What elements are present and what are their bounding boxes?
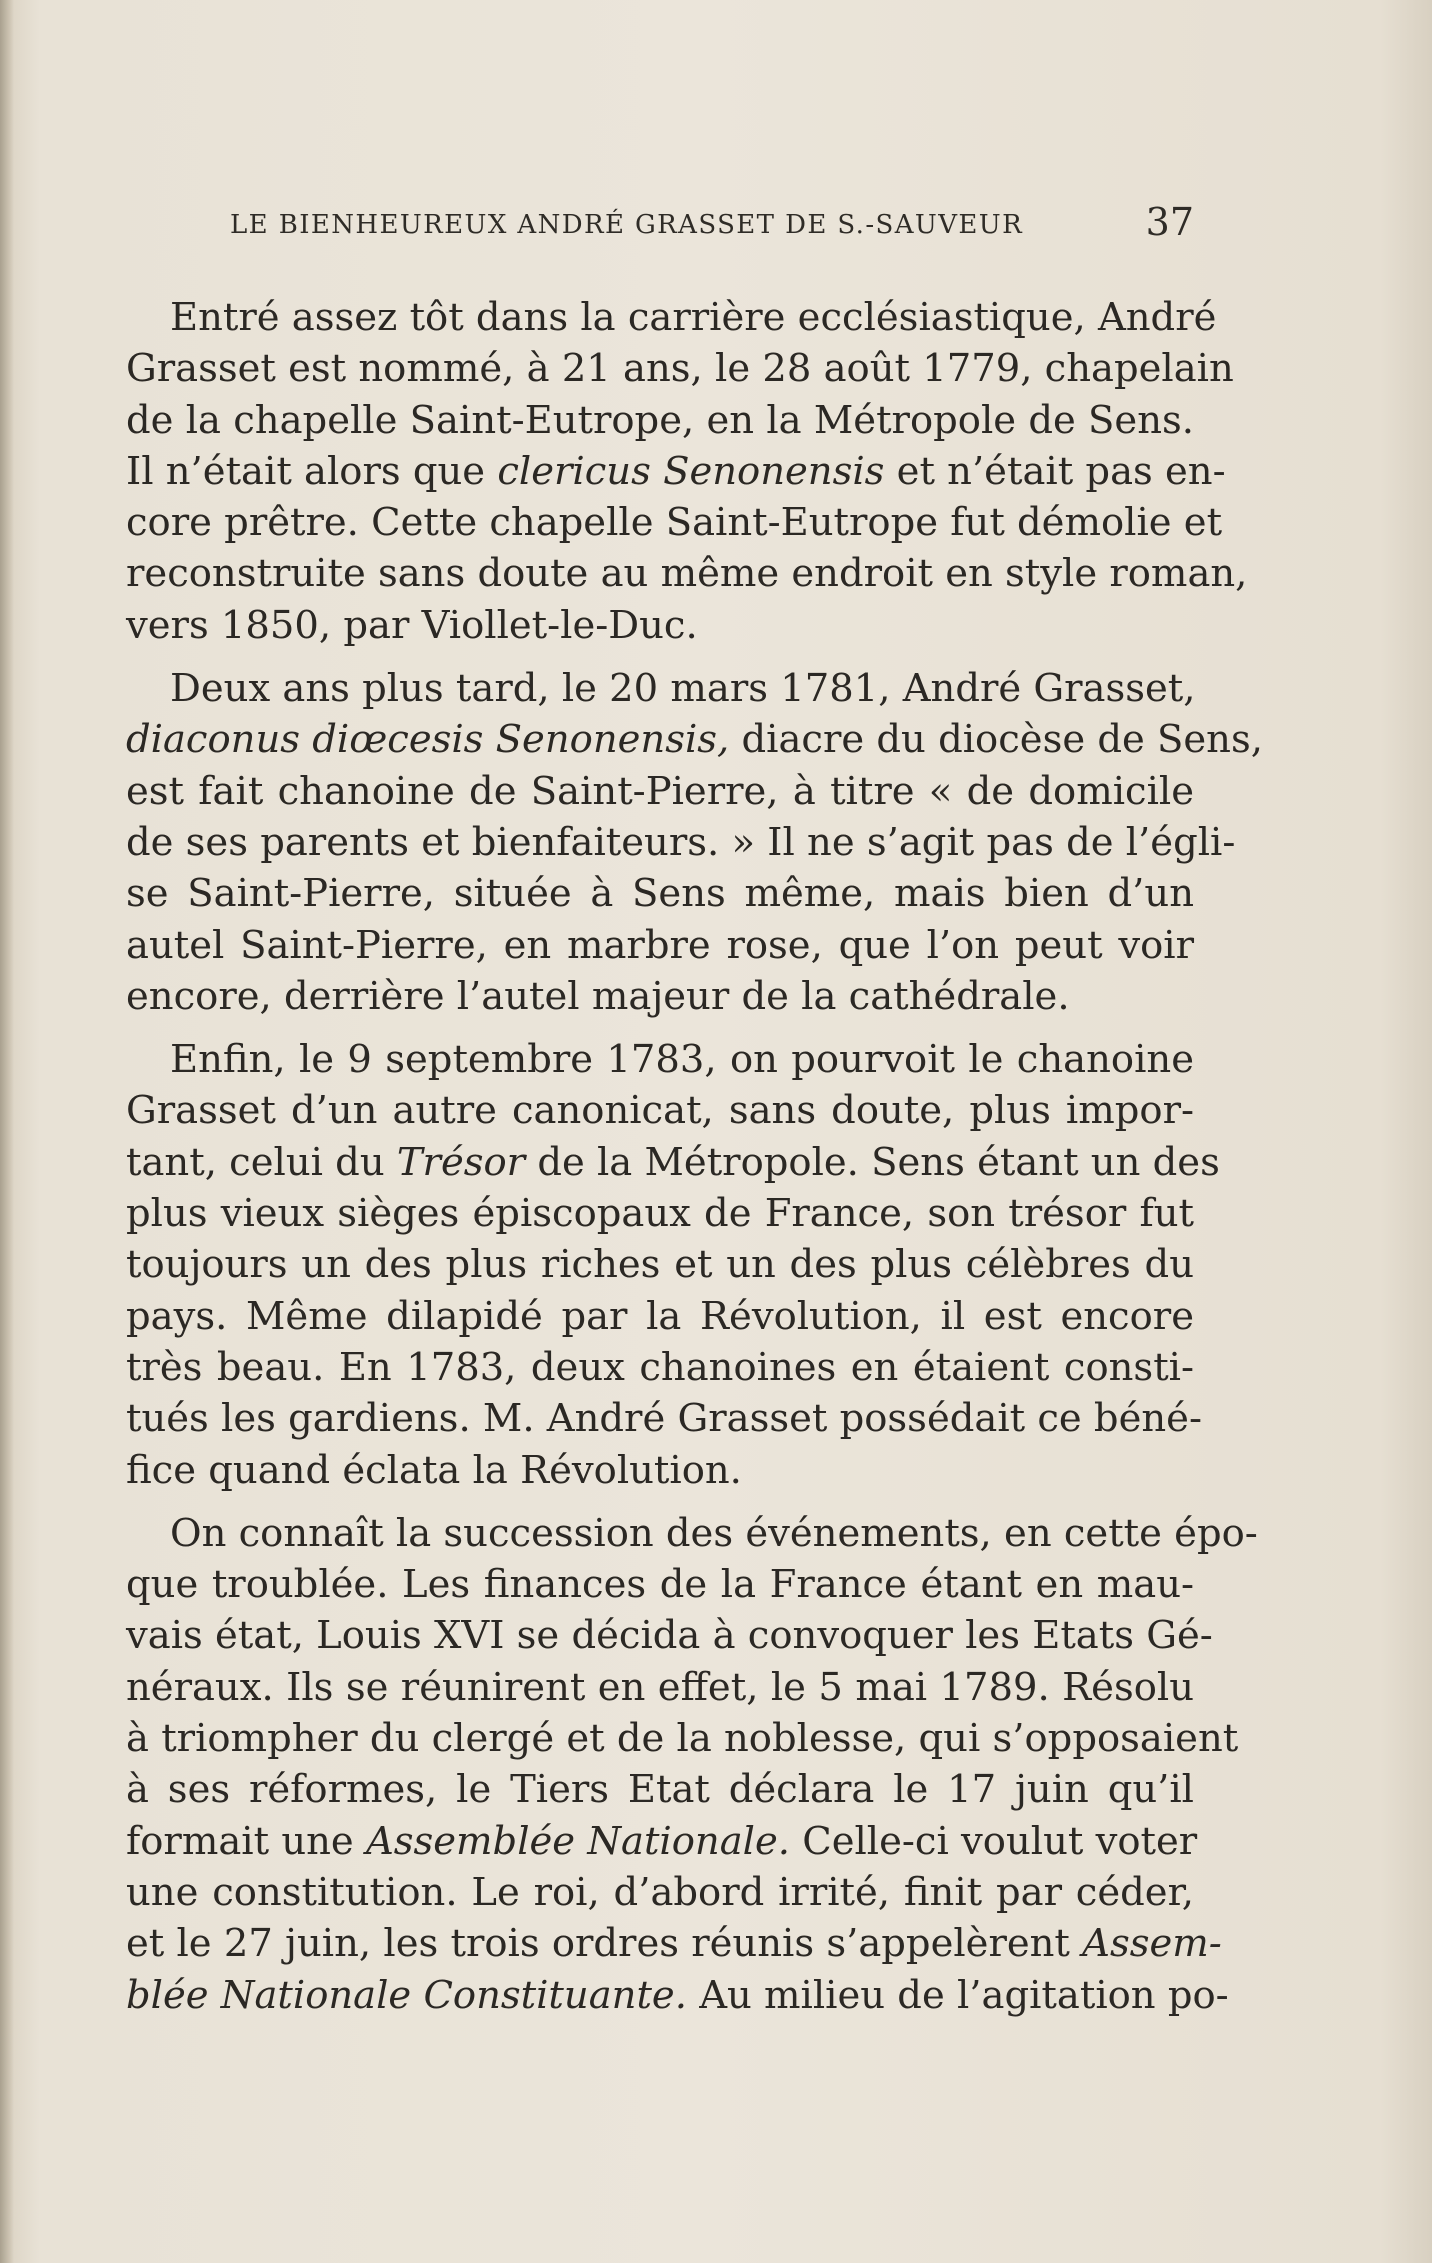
text-line bbox=[126, 395, 1194, 446]
text-line bbox=[126, 1188, 1194, 1239]
text-run: néraux. Ils se réunirent en effet, le 5 mai 1789. Résolu bbox=[126, 1664, 1194, 1710]
text-line bbox=[126, 1291, 1194, 1342]
text-line bbox=[126, 920, 1194, 971]
text-run: Deux ans plus tard, le 20 mars 1781, André Grasset, bbox=[170, 666, 1196, 712]
text-line bbox=[126, 1085, 1194, 1136]
text-run: à triompher du clergé et de la noblesse, qui s’opposaient bbox=[126, 1716, 1239, 1762]
italic-text: diaconus diœcesis Senonensis, bbox=[126, 717, 730, 763]
text-run: fice quand éclata la Révolution. bbox=[126, 1447, 742, 1493]
text-run: tués les gardiens. M. André Grasset possédait ce béné- bbox=[126, 1396, 1202, 1442]
text-line bbox=[126, 663, 1194, 714]
text-run: vais état, Louis XVI se décida à convoquer les Etats Gé- bbox=[126, 1613, 1213, 1659]
text-run: plus vieux sièges épiscopaux de France, son trésor fut bbox=[126, 1191, 1194, 1237]
page-number: 37 bbox=[1145, 200, 1194, 244]
text-run: vers 1850, par Viollet-le-Duc. bbox=[126, 602, 698, 648]
text-run: reconstruite sans doute au même endroit en style roman, bbox=[126, 551, 1248, 597]
text-line bbox=[126, 292, 1217, 343]
text-run: Entré assez tôt dans la carrière ecclésiastique, André bbox=[170, 295, 1217, 340]
paragraph bbox=[126, 1034, 1220, 1496]
paragraph bbox=[126, 663, 1263, 1022]
text-run: autel Saint-Pierre, en marbre rose, que l’on peut voir bbox=[126, 922, 1194, 968]
text-run: formait une bbox=[126, 1818, 366, 1864]
running-title: LE BIENHEUREUX ANDRÉ GRASSET DE S.-SAUVEUR bbox=[230, 210, 1024, 240]
text-line bbox=[126, 1662, 1194, 1713]
text-run: de ses parents et bienfaiteurs. » Il ne s’agit pas de l’égli- bbox=[126, 819, 1236, 865]
text-run: Enfin, le 9 septembre 1783, on pourvoit le chanoine bbox=[170, 1037, 1194, 1083]
text-run: toujours un des plus riches et un des plus célèbres du bbox=[126, 1242, 1194, 1288]
text-run: On connaît la succession des événements, en cette épo- bbox=[170, 1510, 1258, 1556]
page-spine-shadow bbox=[0, 0, 14, 2263]
text-line bbox=[126, 868, 1194, 919]
italic-text: blée Nationale Constituante. bbox=[126, 1972, 687, 2018]
running-head bbox=[126, 200, 1194, 244]
text-run: pays. Même dilapidé par la Révolution, il est encore bbox=[126, 1293, 1194, 1339]
text-line bbox=[126, 1867, 1194, 1918]
text-run: à ses réformes, le Tiers Etat déclara le 17 juin qu’il bbox=[126, 1767, 1194, 1813]
italic-text: clericus Senonensis bbox=[497, 448, 885, 494]
text-run: Grasset d’un autre canonicat, sans doute, plus impor- bbox=[126, 1088, 1194, 1134]
text-line bbox=[126, 817, 1236, 868]
text-line bbox=[126, 1713, 1239, 1764]
text-line bbox=[126, 1445, 1194, 1496]
text-run: très beau. En 1783, deux chanoines en étaient consti- bbox=[126, 1344, 1194, 1390]
text-line bbox=[126, 1816, 1198, 1867]
text-line bbox=[126, 1137, 1220, 1188]
text-line bbox=[126, 497, 1223, 548]
italic-text: Assemblée Nationale. bbox=[365, 1818, 791, 1864]
text-line bbox=[126, 714, 1263, 765]
paragraph bbox=[126, 1508, 1258, 2021]
text-line bbox=[126, 1764, 1194, 1815]
text-line bbox=[126, 1970, 1229, 2021]
text-line bbox=[126, 766, 1194, 817]
text-run: une constitution. Le roi, d’abord irrité, finit par céder, bbox=[126, 1869, 1194, 1915]
text-run: Grasset est nommé, à 21 ans, le 28 août 1779, chapelain bbox=[126, 346, 1234, 392]
text-line bbox=[126, 1508, 1258, 1559]
text-run: Au milieu de l’agitation po- bbox=[686, 1972, 1229, 2018]
text-run: core prêtre. Cette chapelle Saint-Eutrope fut démolie et bbox=[126, 500, 1223, 546]
text-line bbox=[126, 1342, 1194, 1393]
text-line bbox=[126, 600, 1194, 651]
text-line bbox=[126, 971, 1194, 1022]
text-line bbox=[126, 1610, 1213, 1661]
text-line bbox=[126, 343, 1234, 394]
text-run: de la Métropole. Sens étant un des bbox=[525, 1139, 1220, 1185]
text-run: est fait chanoine de Saint-Pierre, à titre « de domicile bbox=[126, 768, 1194, 814]
text-run: tant, celui du bbox=[126, 1139, 397, 1185]
text-run: se Saint-Pierre, située à Sens même, mais bien d’un bbox=[126, 871, 1194, 917]
text-line bbox=[126, 548, 1248, 599]
text-run: et n’était pas en- bbox=[884, 448, 1226, 494]
text-run: encore, derrière l’autel majeur de la cathédrale. bbox=[126, 973, 1070, 1019]
paragraph bbox=[126, 292, 1248, 651]
text-line bbox=[126, 1393, 1202, 1444]
text-run: Il n’était alors que bbox=[126, 448, 498, 494]
italic-text: Assem- bbox=[1082, 1921, 1222, 1967]
body-text bbox=[126, 292, 1263, 2033]
text-line bbox=[126, 1918, 1222, 1969]
text-line bbox=[126, 446, 1226, 497]
text-line bbox=[126, 1559, 1194, 1610]
text-run: diacre du diocèse de Sens, bbox=[729, 717, 1263, 763]
italic-text: Trésor bbox=[396, 1139, 526, 1185]
text-run: de la chapelle Saint-Eutrope, en la Métropole de Sens. bbox=[126, 397, 1194, 443]
text-line bbox=[126, 1034, 1194, 1085]
text-run: et le 27 juin, les trois ordres réunis s’appelèrent bbox=[126, 1921, 1083, 1967]
text-line bbox=[126, 1239, 1194, 1290]
text-run: que troublée. Les finances de la France étant en mau- bbox=[126, 1562, 1194, 1608]
text-run: Celle-ci voulut voter bbox=[790, 1818, 1198, 1864]
